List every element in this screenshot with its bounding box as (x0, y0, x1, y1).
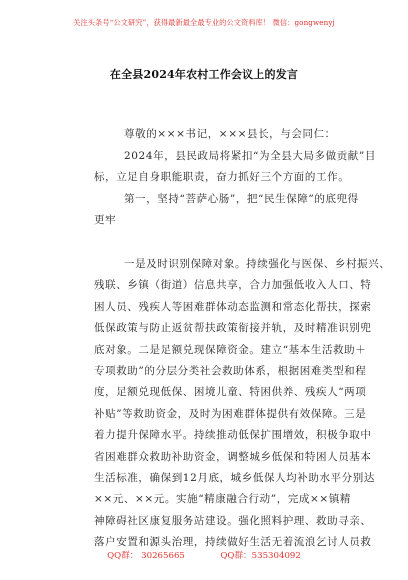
footer-qq-group-1: QQ群： 30265665 (107, 551, 185, 561)
paragraph-line: 残联、乡镇（街道）信息共享，合力加强低收入人口、特 (94, 279, 372, 292)
paragraph-body (94, 254, 391, 554)
paragraph-line: 底对象。二是足额兑现保障资金。建立“基本生活救助＋ (94, 343, 367, 356)
footer (0, 549, 408, 561)
paragraph-line: 着力提升保障水平。持续推动低保扩围增效，积极争取中 (94, 429, 372, 442)
paragraph-line: 专项救助”的分层分类社会救助体系，根据困难类型和程 (94, 365, 367, 378)
paragraph-line: 度，足额兑现低保、困境儿童、特困供养、残疾人“两项 (94, 386, 367, 399)
paragraph-line: 更牢 (94, 214, 117, 227)
paragraph-heading-first (94, 189, 360, 232)
salutation-line: 尊敬的×××书记，×××县长，与会同仁： (124, 128, 336, 140)
paragraph-line: 第一，坚持“菩萨心肠”，把“民生保障”的底兜得 (124, 193, 359, 205)
paragraph-line: 省困难群众救助补助资金，调整城乡低保和特困人员基本 (94, 450, 372, 463)
paragraph-line: 神障碍社区康复服务站建设。强化照料护理、救助寻亲、 (94, 514, 372, 527)
paragraph-line: 补贴”等救助资金，及时为困难群体提供有效保障。三是 (94, 407, 367, 420)
paragraph-line: 一是及时识别保障对象。持续强化与医保、乡村振兴、 (124, 258, 391, 270)
paragraph-line: 困人员、残疾人等困难群体动态监测和常态化帮扶，探索 (94, 300, 372, 313)
paragraph-line: 低保政策与防止返贫帮扶政策衔接并轨，及时精准识别兜 (94, 322, 372, 335)
header-banner: 关注头条号“公文研究”，获得最新最全最专业的公文资料库！ 微信：gongwenyj (73, 18, 335, 27)
paragraph-line: 生活标准，确保到12月底，城乡低保人均补助水平分别达 (94, 472, 375, 485)
footer-qq-group-2: QQ群：535304092 (220, 551, 301, 561)
document-title: 在全县2024年农村工作会议上的发言 (109, 68, 299, 81)
paragraph-line: ××元、××元。实施“精康融合行动”，完成××镇精 (94, 493, 352, 506)
paragraph-line: 落户安置和源头治理，持续做好生活无着流浪乞讨人员救 (94, 536, 372, 549)
salutation (124, 124, 360, 145)
paragraph-intro (94, 146, 376, 189)
paragraph-line: 标，立足自身职能职责，奋力抓好三个方面的工作。 (94, 171, 350, 184)
paragraph-line: 2024年，县民政局将紧扣“为全县大局多做贡献”目 (124, 150, 376, 162)
